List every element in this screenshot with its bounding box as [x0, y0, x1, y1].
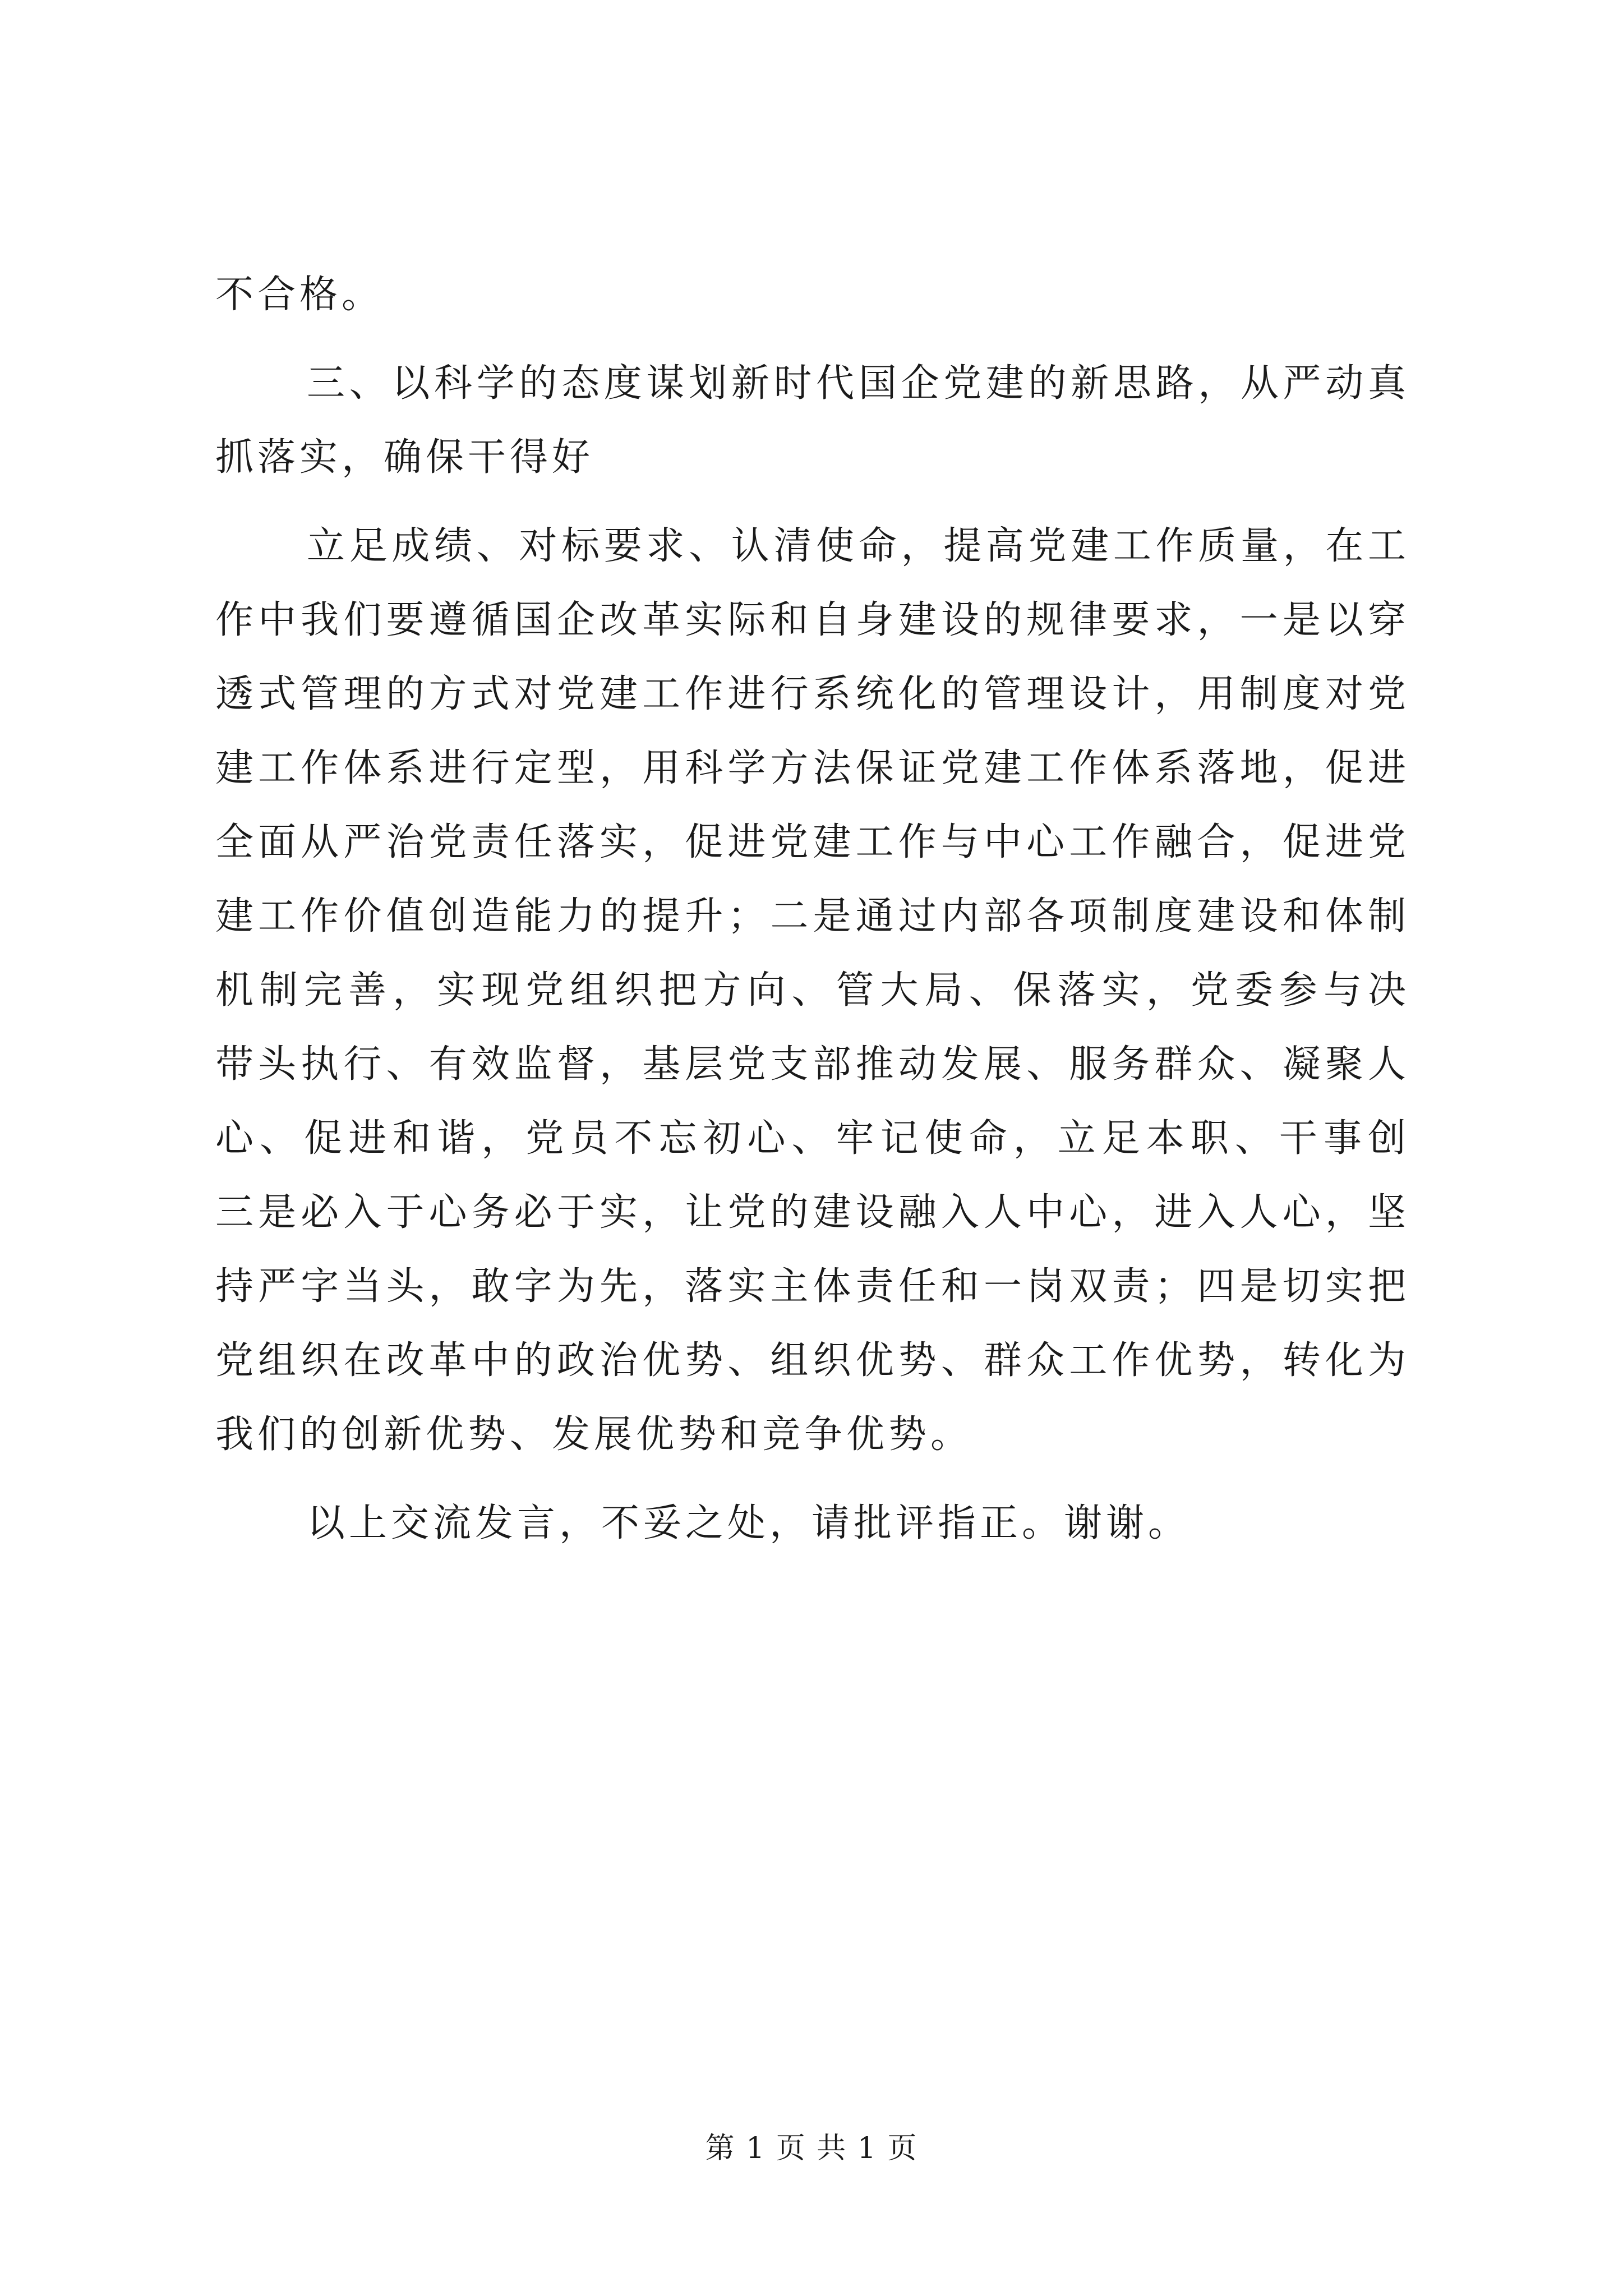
text-line: 我们的创新优势、发展优势和竞争优势。: [215, 1412, 973, 1457]
text-line: 建工作价值创造能力的提升；二是通过内部各项制度建设和体制: [215, 894, 1410, 938]
text-line: 全面从严治党责任落实，促进党建工作与中心工作融合，促进党: [215, 820, 1410, 864]
text-line: 透式管理的方式对党建工作进行系统化的管理设计，用制度对党: [215, 672, 1410, 716]
text-line: 三是必入于心务必于实，让党的建设融入人中心，进入人心，坚: [215, 1190, 1410, 1235]
text-line: 心、促进和谐，党员不忘初心、牢记使命，立足本职、干事创: [215, 1116, 1410, 1161]
body-text: [215, 258, 1410, 1561]
text-line: 建工作体系进行定型，用科学方法保证党建工作体系落地，促进: [215, 746, 1410, 790]
closing-line: 以上交流发言，不妥之处，请批评指正。谢谢。: [307, 1501, 1191, 1545]
text-line: 党组织在改革中的政治优势、组织优势、群众工作优势，转化为: [215, 1338, 1410, 1383]
section-heading-line: 三、以科学的态度谋划新时代国企党建的新思路，从严动真: [307, 361, 1410, 406]
text-line: 机制完善，实现党组织把方向、管大局、保落实，党委参与决: [215, 968, 1410, 1013]
text-line: 持严字当头，敢字为先，落实主体责任和一岗双责；四是切实把: [215, 1264, 1410, 1309]
text-line: 不合格。: [215, 273, 384, 317]
section-heading-line: 抓落实，确保干得好: [215, 435, 594, 480]
text-line: 带头执行、有效监督，基层党支部推动发展、服务群众、凝聚人: [215, 1042, 1410, 1087]
text-line: 作中我们要遵循国企改革实际和自身建设的规律要求，一是以穿: [215, 598, 1410, 642]
page-footer: 第 1 页 共 1 页: [705, 2132, 918, 2165]
text-line: 立足成绩、对标要求、认清使命，提高党建工作质量，在工: [307, 524, 1410, 568]
